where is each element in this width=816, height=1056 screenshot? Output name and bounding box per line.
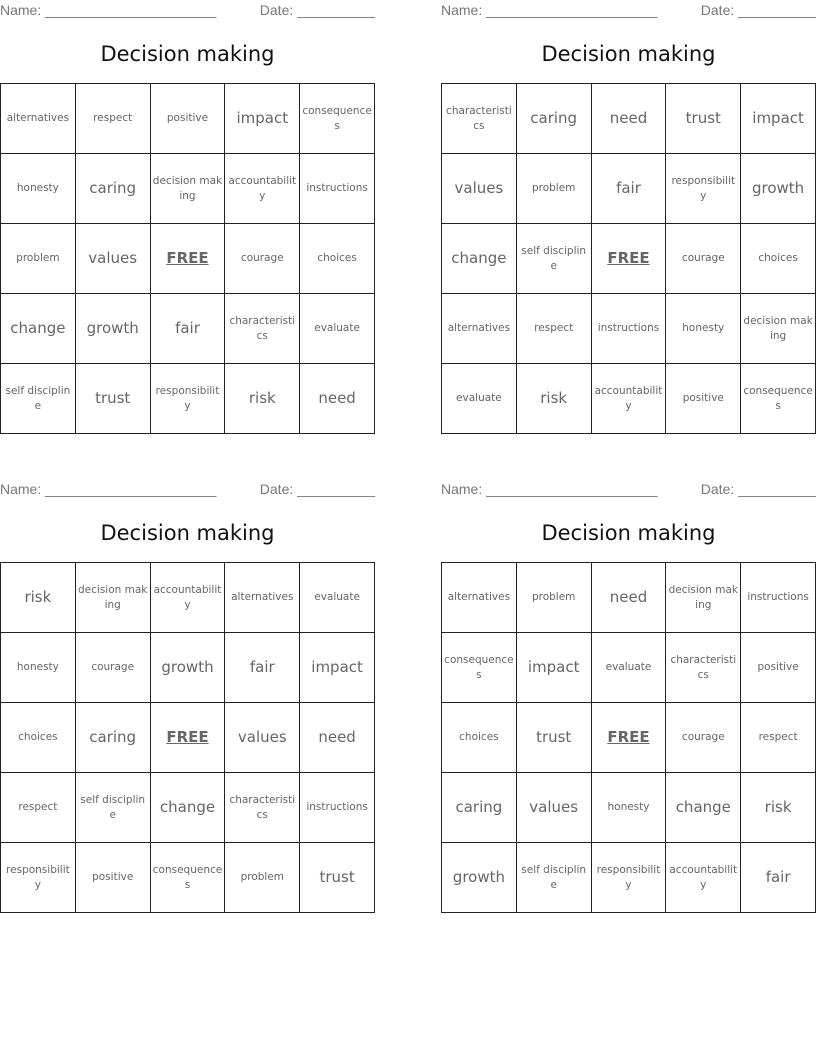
bingo-cell: instructions xyxy=(741,563,816,633)
bingo-cell: positive xyxy=(75,843,150,913)
card-header xyxy=(0,481,375,499)
bingo-cell: change xyxy=(1,294,76,364)
grid-row xyxy=(1,294,375,364)
free-space: FREE xyxy=(150,224,225,294)
bingo-cell: caring xyxy=(442,773,517,843)
bingo-cell: need xyxy=(300,364,375,434)
bingo-cell: respect xyxy=(75,84,150,154)
bingo-cell: characteristics xyxy=(225,294,300,364)
bingo-card-4 xyxy=(441,479,816,919)
card-title: Decision making xyxy=(541,521,716,545)
bingo-cell: instructions xyxy=(300,773,375,843)
bingo-cell: responsibility xyxy=(591,843,666,913)
name-label: Name: ______________________ xyxy=(0,2,217,18)
bingo-cell: problem xyxy=(225,843,300,913)
grid-row xyxy=(1,154,375,224)
free-space: FREE xyxy=(150,703,225,773)
bingo-cell: responsibility xyxy=(1,843,76,913)
bingo-grid xyxy=(441,562,816,913)
card-title: Decision making xyxy=(541,42,716,66)
grid-row xyxy=(442,633,816,703)
bingo-cell: values xyxy=(225,703,300,773)
grid-row xyxy=(1,84,375,154)
bingo-cell: growth xyxy=(150,633,225,703)
bingo-cell: alternatives xyxy=(225,563,300,633)
bingo-cell: alternatives xyxy=(1,84,76,154)
bingo-cell: honesty xyxy=(591,773,666,843)
name-label: Name: ______________________ xyxy=(441,2,658,18)
card-header xyxy=(0,2,375,20)
name-label: Name: ______________________ xyxy=(441,481,658,497)
bingo-cell: courage xyxy=(225,224,300,294)
bingo-cell: fair xyxy=(225,633,300,703)
bingo-cell: courage xyxy=(75,633,150,703)
grid-row xyxy=(442,294,816,364)
card-title: Decision making xyxy=(100,521,275,545)
bingo-cell: respect xyxy=(1,773,76,843)
bingo-cell: risk xyxy=(741,773,816,843)
bingo-grid xyxy=(441,83,816,434)
bingo-cell: accountability xyxy=(591,364,666,434)
bingo-cell: self discipline xyxy=(516,843,591,913)
grid-row xyxy=(1,703,375,773)
bingo-cell: evaluate xyxy=(300,563,375,633)
bingo-cell: need xyxy=(300,703,375,773)
bingo-cell: risk xyxy=(516,364,591,434)
grid-row xyxy=(442,154,816,224)
grid-row xyxy=(442,84,816,154)
bingo-cell: fair xyxy=(150,294,225,364)
name-label: Name: ______________________ xyxy=(0,481,217,497)
bingo-cell: self discipline xyxy=(516,224,591,294)
bingo-cell: need xyxy=(591,563,666,633)
bingo-cell: caring xyxy=(75,703,150,773)
bingo-grid xyxy=(0,83,375,434)
bingo-cell: respect xyxy=(516,294,591,364)
bingo-cell: choices xyxy=(741,224,816,294)
grid-row xyxy=(1,773,375,843)
bingo-cell: impact xyxy=(300,633,375,703)
card-header xyxy=(441,481,816,499)
bingo-cell: evaluate xyxy=(300,294,375,364)
bingo-cell: consequences xyxy=(442,633,517,703)
bingo-cell: characteristics xyxy=(225,773,300,843)
grid-row xyxy=(1,224,375,294)
bingo-cell: alternatives xyxy=(442,294,517,364)
bingo-card-1 xyxy=(0,0,375,440)
bingo-cell: accountability xyxy=(150,563,225,633)
bingo-cell: choices xyxy=(1,703,76,773)
bingo-cell: consequences xyxy=(741,364,816,434)
bingo-cell: values xyxy=(442,154,517,224)
bingo-cell: courage xyxy=(666,703,741,773)
bingo-cell: evaluate xyxy=(442,364,517,434)
bingo-cell: trust xyxy=(516,703,591,773)
bingo-cell: positive xyxy=(150,84,225,154)
bingo-cell: impact xyxy=(225,84,300,154)
bingo-cell: growth xyxy=(741,154,816,224)
bingo-cell: problem xyxy=(1,224,76,294)
bingo-cell: responsibility xyxy=(666,154,741,224)
date-label: Date: __________ xyxy=(700,481,816,497)
bingo-card-2 xyxy=(441,0,816,440)
grid-row xyxy=(442,563,816,633)
bingo-cell: fair xyxy=(591,154,666,224)
bingo-cell: change xyxy=(442,224,517,294)
bingo-cell: growth xyxy=(75,294,150,364)
bingo-cell: responsibility xyxy=(150,364,225,434)
bingo-cell: growth xyxy=(442,843,517,913)
bingo-cell: decision making xyxy=(75,563,150,633)
bingo-cell: consequences xyxy=(300,84,375,154)
grid-row xyxy=(442,773,816,843)
bingo-cell: positive xyxy=(666,364,741,434)
card-header xyxy=(441,2,816,20)
bingo-cell: accountability xyxy=(666,843,741,913)
bingo-cell: risk xyxy=(1,563,76,633)
bingo-cell: instructions xyxy=(300,154,375,224)
bingo-cell: self discipline xyxy=(75,773,150,843)
bingo-cell: problem xyxy=(516,563,591,633)
bingo-cell: characteristics xyxy=(666,633,741,703)
bingo-cell: change xyxy=(666,773,741,843)
bingo-cell: fair xyxy=(741,843,816,913)
bingo-cell: courage xyxy=(666,224,741,294)
bingo-cell: honesty xyxy=(1,633,76,703)
bingo-cell: decision making xyxy=(150,154,225,224)
date-label: Date: __________ xyxy=(259,481,375,497)
bingo-cell: honesty xyxy=(666,294,741,364)
bingo-cell: trust xyxy=(75,364,150,434)
bingo-card-3 xyxy=(0,479,375,919)
bingo-cell: choices xyxy=(442,703,517,773)
grid-row xyxy=(1,843,375,913)
bingo-cell: values xyxy=(75,224,150,294)
grid-row xyxy=(442,843,816,913)
grid-row xyxy=(442,364,816,434)
bingo-cell: caring xyxy=(516,84,591,154)
bingo-cell: alternatives xyxy=(442,563,517,633)
bingo-cell: change xyxy=(150,773,225,843)
bingo-cell: positive xyxy=(741,633,816,703)
grid-row xyxy=(1,364,375,434)
grid-row xyxy=(1,563,375,633)
bingo-cell: problem xyxy=(516,154,591,224)
bingo-cell: instructions xyxy=(591,294,666,364)
bingo-cell: choices xyxy=(300,224,375,294)
bingo-cell: honesty xyxy=(1,154,76,224)
bingo-cell: characteristics xyxy=(442,84,517,154)
bingo-cell: consequences xyxy=(150,843,225,913)
bingo-cell: evaluate xyxy=(591,633,666,703)
grid-row xyxy=(442,703,816,773)
grid-row xyxy=(442,224,816,294)
date-label: Date: __________ xyxy=(700,2,816,18)
bingo-cell: risk xyxy=(225,364,300,434)
bingo-cell: accountability xyxy=(225,154,300,224)
grid-row xyxy=(1,633,375,703)
bingo-cell: trust xyxy=(666,84,741,154)
bingo-cell: values xyxy=(516,773,591,843)
free-space: FREE xyxy=(591,703,666,773)
bingo-cell: decision making xyxy=(741,294,816,364)
bingo-cell: trust xyxy=(300,843,375,913)
date-label: Date: __________ xyxy=(259,2,375,18)
bingo-grid xyxy=(0,562,375,913)
bingo-cell: respect xyxy=(741,703,816,773)
free-space: FREE xyxy=(591,224,666,294)
card-title: Decision making xyxy=(100,42,275,66)
bingo-cell: impact xyxy=(516,633,591,703)
bingo-cell: impact xyxy=(741,84,816,154)
bingo-cell: need xyxy=(591,84,666,154)
bingo-cell: caring xyxy=(75,154,150,224)
bingo-cell: decision making xyxy=(666,563,741,633)
bingo-cell: self discipline xyxy=(1,364,76,434)
